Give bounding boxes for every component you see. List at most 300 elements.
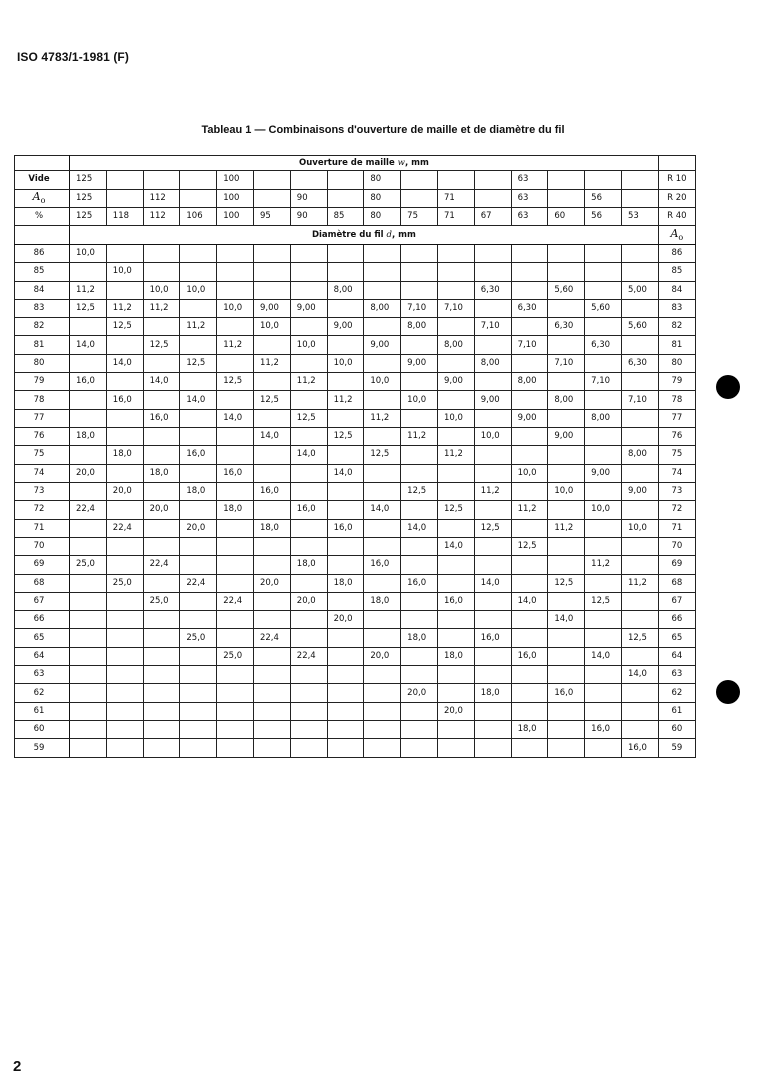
- wire-diameter-cell: [290, 721, 327, 739]
- row-ao-right: 83: [658, 299, 695, 317]
- wire-diameter-cell: [253, 501, 290, 519]
- wire-diameter-cell: [401, 721, 438, 739]
- table-row: [15, 409, 696, 427]
- table-row: [15, 446, 696, 464]
- wire-diameter-cell: [474, 464, 511, 482]
- wire-diameter-cell: [70, 354, 107, 372]
- wire-diameter-cell: 14,0: [106, 354, 143, 372]
- wire-diameter-cell: [106, 373, 143, 391]
- wire-diameter-cell: [327, 666, 364, 684]
- wire-diameter-cell: [474, 702, 511, 720]
- row-ao-left: 69: [15, 556, 70, 574]
- table-row: [15, 244, 696, 262]
- wire-diameter-cell: [290, 611, 327, 629]
- aperture-value: [621, 189, 658, 208]
- wire-diameter-cell: [106, 464, 143, 482]
- wire-diameter-cell: [511, 263, 548, 281]
- table-row: [15, 666, 696, 684]
- wire-diameter-cell: [143, 428, 180, 446]
- wire-diameter-cell: [621, 336, 658, 354]
- ao-letter: A: [670, 226, 679, 240]
- aperture-value: 118: [106, 208, 143, 226]
- wire-diameter-cell: 11,2: [474, 482, 511, 500]
- wire-diameter-cell: 7,10: [511, 336, 548, 354]
- aperture-value: 95: [253, 208, 290, 226]
- wire-diameter-cell: [511, 482, 548, 500]
- wire-diameter-cell: [217, 666, 254, 684]
- wire-diameter-cell: 16,0: [474, 629, 511, 647]
- wire-diameter-cell: [511, 281, 548, 299]
- aperture-value: 53: [621, 208, 658, 226]
- wire-diameter-cell: [290, 739, 327, 758]
- wire-diameter-cell: [143, 482, 180, 500]
- wire-diameter-cell: [511, 354, 548, 372]
- wire-diameter-cell: [437, 391, 474, 409]
- wire-diameter-cell: 5,00: [621, 281, 658, 299]
- wire-diameter-cell: [621, 263, 658, 281]
- aperture-value: 125: [70, 208, 107, 226]
- wire-diameter-cell: [70, 519, 107, 537]
- aperture-value: 63: [511, 189, 548, 208]
- wire-diameter-cell: [70, 574, 107, 592]
- wire-diameter-cell: 11,2: [290, 373, 327, 391]
- row-ao-left: 76: [15, 428, 70, 446]
- wire-diameter-cell: [253, 537, 290, 555]
- wire-diameter-cell: [364, 684, 401, 702]
- row-ao-right: 60: [658, 721, 695, 739]
- wire-diameter-cell: [217, 684, 254, 702]
- wire-diameter-cell: [621, 501, 658, 519]
- wire-diameter-cell: [217, 446, 254, 464]
- table-row: [15, 519, 696, 537]
- table-row: [15, 501, 696, 519]
- page-number: 2: [13, 1058, 22, 1075]
- wire-diameter-cell: 20,0: [143, 501, 180, 519]
- wire-diameter-cell: 11,2: [180, 318, 217, 336]
- wire-diameter-cell: [474, 299, 511, 317]
- wire-diameter-cell: [180, 537, 217, 555]
- wire-diameter-cell: [217, 721, 254, 739]
- aperture-value: 63: [511, 208, 548, 226]
- aperture-value: 125: [70, 189, 107, 208]
- aperture-value: [180, 171, 217, 189]
- wire-diameter-cell: [327, 336, 364, 354]
- wire-diameter-cell: 12,5: [364, 446, 401, 464]
- wire-diameter-cell: [70, 647, 107, 665]
- wire-diameter-cell: [290, 428, 327, 446]
- wire-diameter-cell: [437, 244, 474, 262]
- wire-diameter-cell: [437, 354, 474, 372]
- wire-diameter-cell: 16,0: [327, 519, 364, 537]
- wire-diameter-cell: [621, 721, 658, 739]
- wire-diameter-cell: [548, 666, 585, 684]
- wire-diameter-cell: [327, 446, 364, 464]
- wire-diameter-cell: [290, 263, 327, 281]
- wire-diameter-cell: [290, 574, 327, 592]
- wire-diameter-cell: [217, 482, 254, 500]
- wire-diameter-cell: 11,2: [511, 501, 548, 519]
- wire-diameter-cell: 10,0: [180, 281, 217, 299]
- aperture-value: 90: [290, 189, 327, 208]
- wire-diameter-cell: [474, 409, 511, 427]
- wire-diameter-cell: [143, 318, 180, 336]
- wire-diameter-cell: 7,10: [621, 391, 658, 409]
- wire-diameter-cell: 12,5: [437, 501, 474, 519]
- wire-diameter-cell: 20,0: [290, 592, 327, 610]
- wire-diameter-cell: [364, 519, 401, 537]
- wire-diameter-cell: [70, 318, 107, 336]
- wire-diameter-cell: 6,30: [585, 336, 622, 354]
- wire-diameter-cell: [290, 244, 327, 262]
- row-ao-left: 62: [15, 684, 70, 702]
- row-ao-left: 82: [15, 318, 70, 336]
- wire-diameter-cell: [511, 574, 548, 592]
- wire-diameter-cell: [548, 464, 585, 482]
- wire-diameter-cell: 10,0: [621, 519, 658, 537]
- wire-diameter-cell: [621, 647, 658, 665]
- wire-diameter-cell: [290, 684, 327, 702]
- table-row: [15, 537, 696, 555]
- wire-diameter-cell: 16,0: [364, 556, 401, 574]
- wire-diameter-cell: 10,0: [106, 263, 143, 281]
- wire-diameter-cell: 18,0: [437, 647, 474, 665]
- wire-diameter-cell: [327, 244, 364, 262]
- wire-diameter-cell: [253, 611, 290, 629]
- wire-diameter-cell: [401, 501, 438, 519]
- series-row-r20: [15, 189, 696, 208]
- wire-diameter-cell: [364, 611, 401, 629]
- wire-diameter-cell: 22,4: [290, 647, 327, 665]
- series-row-r40: [15, 208, 696, 226]
- wire-diameter-cell: [180, 373, 217, 391]
- row-ao-right: 59: [658, 739, 695, 758]
- aperture-value: [290, 171, 327, 189]
- aperture-value: [621, 171, 658, 189]
- row-ao-right: 79: [658, 373, 695, 391]
- wire-diameter-cell: [548, 721, 585, 739]
- wire-diameter-cell: [217, 391, 254, 409]
- wire-diameter-cell: 11,2: [253, 354, 290, 372]
- row-ao-left: 66: [15, 611, 70, 629]
- ao-letter: A: [32, 189, 41, 203]
- row-ao-left: 67: [15, 592, 70, 610]
- series-row-r10: [15, 171, 696, 189]
- wire-diameter-cell: [511, 611, 548, 629]
- wire-diameter-cell: 7,10: [437, 299, 474, 317]
- wire-diameter-cell: [180, 611, 217, 629]
- aperture-value: 71: [437, 189, 474, 208]
- wire-diameter-cell: 14,0: [511, 592, 548, 610]
- series-right-label: R 10: [658, 171, 695, 189]
- wire-diameter-cell: [474, 739, 511, 758]
- wire-diameter-cell: [70, 684, 107, 702]
- row-ao-left: 86: [15, 244, 70, 262]
- wire-diameter-cell: [621, 611, 658, 629]
- wire-diameter-cell: [548, 336, 585, 354]
- wire-diameter-cell: [143, 684, 180, 702]
- wire-diameter-cell: 22,4: [180, 574, 217, 592]
- punch-hole-mark: [716, 375, 740, 399]
- wire-diameter-cell: [327, 629, 364, 647]
- wire-diameter-cell: 8,00: [585, 409, 622, 427]
- row-ao-left: 75: [15, 446, 70, 464]
- row-ao-right: 69: [658, 556, 695, 574]
- wire-diameter-cell: [180, 299, 217, 317]
- aperture-value: 100: [217, 208, 254, 226]
- aperture-value: [253, 189, 290, 208]
- wire-diameter-cell: [327, 537, 364, 555]
- wire-diameter-cell: [585, 684, 622, 702]
- wire-diameter-cell: [401, 464, 438, 482]
- wire-diameter-cell: [180, 501, 217, 519]
- wire-diameter-cell: [474, 556, 511, 574]
- wire-diameter-cell: [217, 354, 254, 372]
- wire-diameter-cell: [511, 318, 548, 336]
- row-ao-left: 74: [15, 464, 70, 482]
- wire-diameter-cell: [106, 244, 143, 262]
- wire-diameter-cell: 14,0: [401, 519, 438, 537]
- row-ao-right: 78: [658, 391, 695, 409]
- wire-diameter-cell: 9,00: [511, 409, 548, 427]
- wire-diameter-cell: [437, 629, 474, 647]
- wire-diameter-cell: 18,0: [253, 519, 290, 537]
- aperture-value: [585, 171, 622, 189]
- wire-diameter-cell: [70, 702, 107, 720]
- wire-diameter-cell: [548, 263, 585, 281]
- row-ao-left: 78: [15, 391, 70, 409]
- table-row: [15, 281, 696, 299]
- aperture-value: [106, 189, 143, 208]
- aperture-value: 100: [217, 189, 254, 208]
- row-ao-left: 65: [15, 629, 70, 647]
- wire-diameter-cell: [548, 647, 585, 665]
- row-ao-right: 86: [658, 244, 695, 262]
- series-right-label: R 40: [658, 208, 695, 226]
- wire-diameter-cell: [401, 592, 438, 610]
- wire-diameter-cell: [327, 409, 364, 427]
- wire-diameter-cell: [364, 244, 401, 262]
- table-row: [15, 592, 696, 610]
- wire-diameter-cell: [364, 574, 401, 592]
- wire-diameter-cell: 12,5: [143, 336, 180, 354]
- wire-diameter-cell: 7,10: [401, 299, 438, 317]
- series-left-label: Vide: [15, 171, 70, 189]
- wire-diameter-cell: [70, 409, 107, 427]
- wire-diameter-cell: 12,5: [585, 592, 622, 610]
- table-row: [15, 739, 696, 758]
- wire-diameter-cell: [511, 666, 548, 684]
- wire-diameter-cell: [437, 739, 474, 758]
- table-row: [15, 647, 696, 665]
- wire-diameter-cell: 10,0: [327, 354, 364, 372]
- row-ao-left: 72: [15, 501, 70, 519]
- wire-diameter-cell: 14,0: [290, 446, 327, 464]
- wire-diameter-cell: [474, 721, 511, 739]
- table-row: [15, 373, 696, 391]
- wire-diameter-cell: [585, 702, 622, 720]
- wire-diameter-cell: 20,0: [180, 519, 217, 537]
- wire-diameter-cell: [511, 702, 548, 720]
- wire-diameter-cell: [253, 336, 290, 354]
- wire-diameter-cell: 16,0: [548, 684, 585, 702]
- wire-diameter-cell: 8,00: [437, 336, 474, 354]
- wire-diameter-cell: [585, 537, 622, 555]
- wire-diameter-cell: [548, 629, 585, 647]
- wire-diameter-cell: [290, 281, 327, 299]
- wire-diameter-cell: [290, 318, 327, 336]
- wire-diameter-cell: [70, 629, 107, 647]
- row-ao-left: 71: [15, 519, 70, 537]
- wire-diameter-cell: [585, 391, 622, 409]
- wire-diameter-cell: [180, 702, 217, 720]
- row-ao-left: 68: [15, 574, 70, 592]
- aperture-value: [548, 189, 585, 208]
- wire-diameter-cell: 18,0: [143, 464, 180, 482]
- wire-diameter-cell: 7,10: [548, 354, 585, 372]
- aperture-value: 67: [474, 208, 511, 226]
- wire-diameter-cell: 8,00: [364, 299, 401, 317]
- wire-diameter-cell: [548, 702, 585, 720]
- aperture-value: [437, 171, 474, 189]
- aperture-value: 75: [401, 208, 438, 226]
- wire-diameter-cell: 20,0: [327, 611, 364, 629]
- wire-diameter-cell: 10,0: [437, 409, 474, 427]
- wire-diameter-cell: [106, 739, 143, 758]
- wire-diameter-cell: 16,0: [70, 373, 107, 391]
- aperture-unit: , mm: [404, 157, 429, 168]
- wire-diameter-cell: 5,60: [621, 318, 658, 336]
- row-ao-left: 84: [15, 281, 70, 299]
- wire-diameter-cell: [180, 684, 217, 702]
- row-ao-right: 65: [658, 629, 695, 647]
- aperture-value: [401, 171, 438, 189]
- wire-diameter-cell: 20,0: [106, 482, 143, 500]
- wire-diameter-cell: [585, 281, 622, 299]
- wire-diameter-cell: [143, 244, 180, 262]
- wire-diameter-cell: 8,00: [511, 373, 548, 391]
- wire-diameter-cell: [401, 281, 438, 299]
- wire-diameter-cell: [143, 446, 180, 464]
- wire-diameter-cell: [106, 647, 143, 665]
- wire-diameter-cell: [474, 647, 511, 665]
- wire-diameter-cell: 22,4: [217, 592, 254, 610]
- wire-diameter-cell: [437, 556, 474, 574]
- wire-diameter-cell: [106, 556, 143, 574]
- wire-diameter-cell: 12,5: [548, 574, 585, 592]
- wire-diameter-cell: [621, 244, 658, 262]
- wire-diameter-cell: [253, 702, 290, 720]
- wire-diameter-cell: [290, 391, 327, 409]
- row-ao-right: 74: [658, 464, 695, 482]
- table-row: [15, 336, 696, 354]
- wire-diameter-cell: [401, 611, 438, 629]
- wire-diameter-cell: 11,2: [70, 281, 107, 299]
- wire-diameter-cell: 18,0: [290, 556, 327, 574]
- wire-diameter-cell: [143, 702, 180, 720]
- wire-diameter-cell: 14,0: [585, 647, 622, 665]
- series-left-label: %: [15, 208, 70, 226]
- wire-diameter-cell: 10,0: [143, 281, 180, 299]
- wire-diameter-cell: [364, 721, 401, 739]
- wire-diameter-cell: [253, 464, 290, 482]
- aperture-value: 112: [143, 208, 180, 226]
- wire-diameter-cell: 6,30: [474, 281, 511, 299]
- wire-diameter-cell: 16,0: [621, 739, 658, 758]
- wire-diameter-cell: 14,0: [327, 464, 364, 482]
- wire-diameter-cell: 16,0: [585, 721, 622, 739]
- wire-diameter-cell: [474, 501, 511, 519]
- ao-subscript: o: [40, 195, 46, 205]
- row-ao-right: 81: [658, 336, 695, 354]
- wire-diameter-cell: [106, 702, 143, 720]
- wire-diameter-cell: 9,00: [585, 464, 622, 482]
- row-ao-right: 63: [658, 666, 695, 684]
- wire-diameter-cell: 18,0: [401, 629, 438, 647]
- wire-diameter-cell: [143, 391, 180, 409]
- wire-diameter-cell: 8,00: [548, 391, 585, 409]
- wire-diameter-cell: [70, 537, 107, 555]
- aperture-heading: [70, 156, 659, 171]
- aperture-value: 90: [290, 208, 327, 226]
- wire-diameter-cell: [180, 721, 217, 739]
- wire-diameter-cell: [585, 244, 622, 262]
- wire-diameter-cell: [70, 666, 107, 684]
- wire-diameter-cell: 10,0: [290, 336, 327, 354]
- wire-diameter-cell: [217, 702, 254, 720]
- wire-diameter-cell: 12,5: [180, 354, 217, 372]
- wire-diameter-cell: [437, 666, 474, 684]
- table-row: [15, 428, 696, 446]
- wire-diameter-cell: [290, 702, 327, 720]
- wire-diameter-cell: [511, 739, 548, 758]
- wire-diameter-cell: [143, 739, 180, 758]
- table-row: [15, 464, 696, 482]
- aperture-value: [474, 171, 511, 189]
- aperture-heading-row: [15, 156, 696, 171]
- wire-diameter-cell: [511, 244, 548, 262]
- wire-diameter-cell: [621, 592, 658, 610]
- row-ao-right: 85: [658, 263, 695, 281]
- wire-diameter-cell: 14,0: [621, 666, 658, 684]
- wire-diameter-cell: 25,0: [217, 647, 254, 665]
- wire-diameter-cell: [364, 702, 401, 720]
- wire-diameter-cell: [327, 556, 364, 574]
- wire-diameter-cell: [364, 428, 401, 446]
- wire-diameter-cell: [364, 739, 401, 758]
- wire-diameter-cell: 9,00: [253, 299, 290, 317]
- table-row: [15, 574, 696, 592]
- wire-diameter-cell: 11,2: [364, 409, 401, 427]
- aperture-value: 125: [70, 171, 107, 189]
- wire-diameter-cell: [253, 373, 290, 391]
- row-ao-left: 85: [15, 263, 70, 281]
- wire-diameter-cell: [290, 666, 327, 684]
- wire-diameter-cell: [106, 281, 143, 299]
- wire-diameter-cell: 25,0: [70, 556, 107, 574]
- wire-diameter-cell: [143, 647, 180, 665]
- wire-diameter-cell: [585, 354, 622, 372]
- wire-diameter-cell: 12,5: [106, 318, 143, 336]
- wire-diameter-cell: [106, 629, 143, 647]
- wire-diameter-cell: [290, 464, 327, 482]
- wire-diameter-cell: [327, 592, 364, 610]
- wire-diameter-cell: 14,0: [437, 537, 474, 555]
- wire-diameter-cell: [401, 244, 438, 262]
- wire-diameter-cell: [106, 611, 143, 629]
- wire-diameter-cell: 18,0: [474, 684, 511, 702]
- wire-diameter-cell: 18,0: [106, 446, 143, 464]
- aperture-value: 80: [364, 189, 401, 208]
